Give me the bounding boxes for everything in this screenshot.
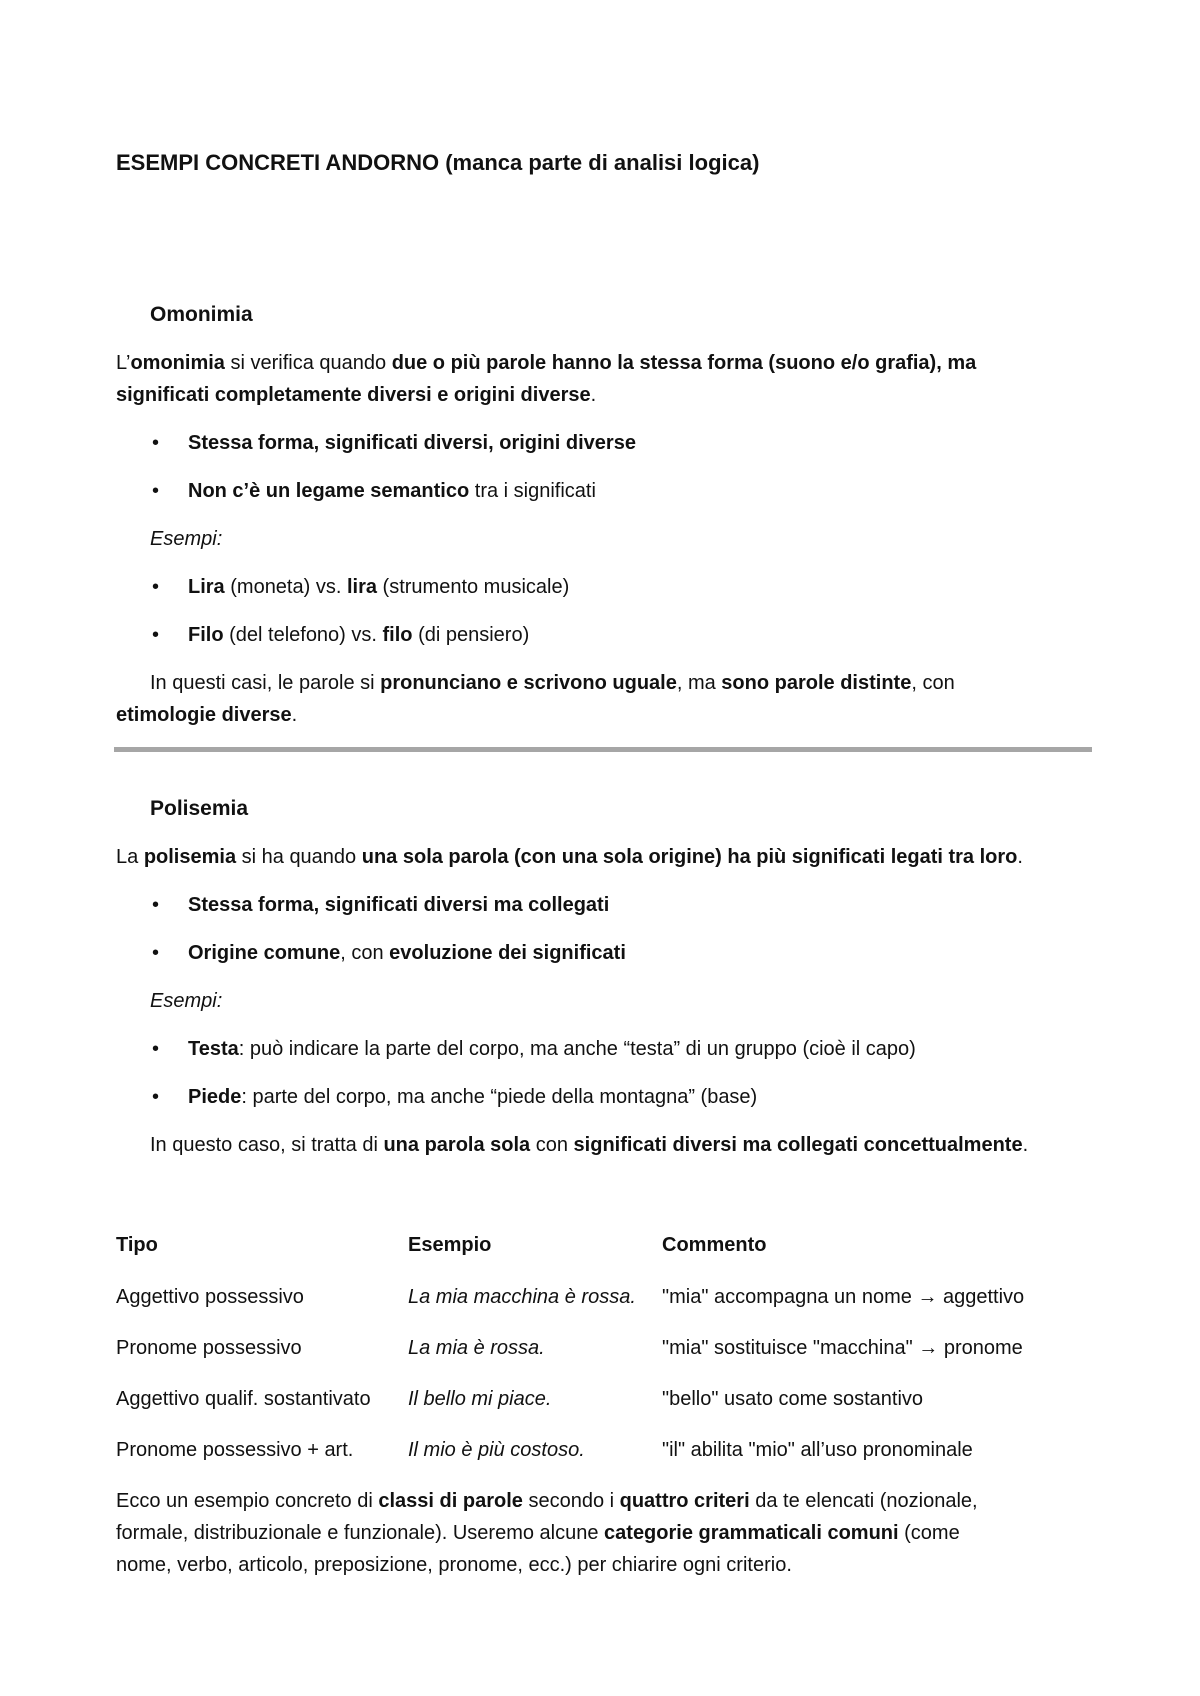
table-cell: "bello" usato come sostantivo: [662, 1388, 924, 1410]
list-item: Stessa forma, significati diversi ma collegati: [188, 894, 610, 916]
polisemia-heading: Polisemia: [150, 797, 249, 820]
table-cell: Il mio è più costoso.: [408, 1439, 585, 1461]
bullet-icon: •: [152, 576, 160, 598]
document-title: ESEMPI CONCRETI ANDORNO (manca parte di analisi logica): [116, 150, 760, 175]
bullet-icon: •: [152, 1038, 160, 1060]
list-item: Non c’è un legame semantico tra i significati: [188, 480, 596, 502]
bullet-icon: •: [152, 942, 160, 964]
bullet-icon: •: [152, 624, 160, 646]
table-header-commento: Commento: [662, 1234, 767, 1256]
table-cell: Il bello mi piace.: [408, 1388, 552, 1410]
bullet-icon: •: [152, 894, 160, 916]
horizontal-divider: [114, 747, 1092, 752]
examples-label: Esempi:: [150, 990, 223, 1012]
table-cell: "mia" sostituisce "macchina" → pronome: [662, 1337, 1023, 1359]
closing-line3: nome, verbo, articolo, preposizione, pronome, ecc.) per chiarire ogni criterio.: [116, 1554, 792, 1576]
list-item: Piede: parte del corpo, ma anche “piede della montagna” (base): [188, 1086, 758, 1108]
closing-line1: Ecco un esempio concreto di classi di parole secondo i quattro criteri da te elencati (nozionale,: [116, 1490, 978, 1512]
bullet-icon: •: [152, 480, 160, 502]
polisemia-conclusion: In questo caso, si tratta di una parola sola con significati diversi ma collegati concettualmente.: [150, 1134, 1029, 1156]
polisemia-intro: La polisemia si ha quando una sola parola (con una sola origine) ha più significati legati tra loro.: [116, 846, 1023, 868]
table-cell: "mia" accompagna un nome → aggettivo: [662, 1286, 1025, 1308]
table-header-esempio: Esempio: [408, 1234, 492, 1256]
table-header-tipo: Tipo: [116, 1234, 158, 1256]
table-cell: Aggettivo qualif. sostantivato: [116, 1388, 371, 1410]
table-cell: Pronome possessivo: [116, 1337, 302, 1359]
omonimia-intro-line2: significati completamente diversi e origini diverse.: [116, 384, 597, 406]
list-item: Lira (moneta) vs. lira (strumento musicale): [188, 576, 570, 598]
table-cell: Aggettivo possessivo: [116, 1286, 304, 1308]
closing-line2: formale, distribuzionale e funzionale). Useremo alcune categorie grammaticali comuni (come: [116, 1522, 960, 1544]
table-cell: La mia è rossa.: [408, 1337, 545, 1359]
list-item: Stessa forma, significati diversi, origini diverse: [188, 432, 636, 454]
examples-label: Esempi:: [150, 528, 223, 550]
bullet-icon: •: [152, 432, 160, 454]
table-cell: La mia macchina è rossa.: [408, 1286, 636, 1308]
omonimia-heading: Omonimia: [150, 303, 253, 326]
bullet-icon: •: [152, 1086, 160, 1108]
list-item: Testa: può indicare la parte del corpo, ma anche “testa” di un gruppo (cioè il capo): [188, 1038, 916, 1060]
list-item: Filo (del telefono) vs. filo (di pensiero): [188, 624, 530, 646]
list-item: Origine comune, con evoluzione dei significati: [188, 942, 626, 964]
table-cell: "il" abilita "mio" all’uso pronominale: [662, 1439, 973, 1461]
omonimia-intro-line1: L’omonimia si verifica quando due o più parole hanno la stessa forma (suono e/o grafia), ma: [116, 352, 977, 374]
omonimia-conclusion-line2: etimologie diverse.: [116, 704, 298, 726]
omonimia-conclusion-line1: In questi casi, le parole si pronunciano e scrivono uguale, ma sono parole distinte, con: [150, 672, 955, 694]
table-cell: Pronome possessivo + art.: [116, 1439, 354, 1461]
